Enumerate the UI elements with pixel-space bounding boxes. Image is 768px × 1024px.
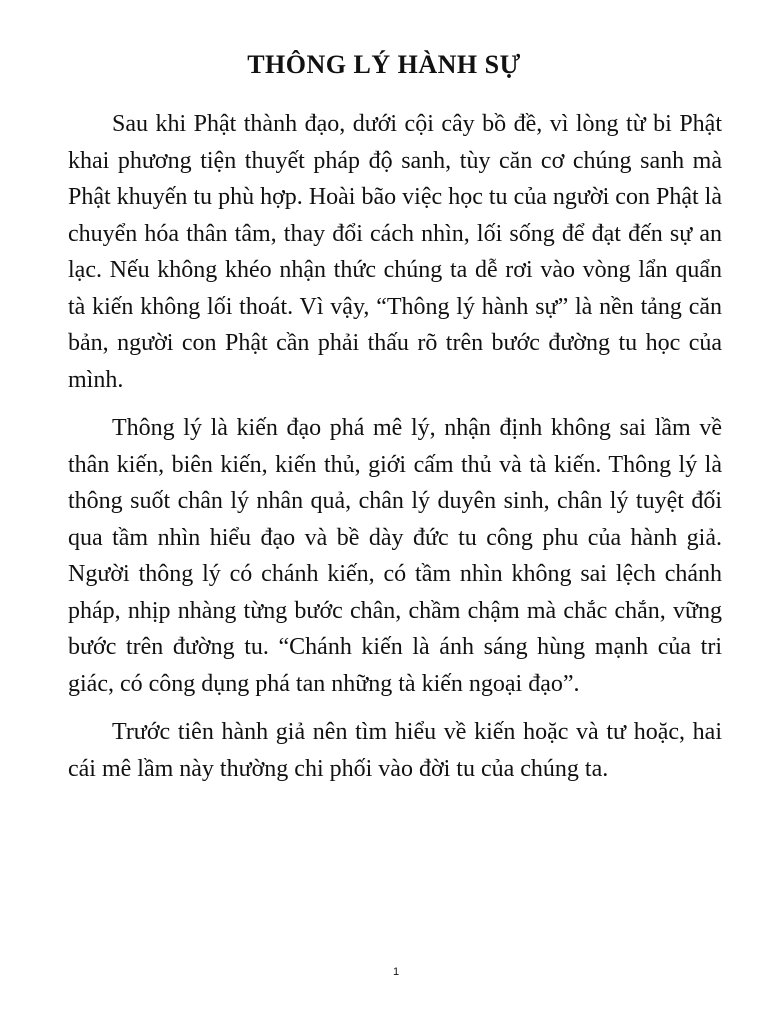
page-title: THÔNG LÝ HÀNH SỰ [247, 50, 521, 79]
body-text [68, 106, 722, 799]
paragraph-1: Sau khi Phật thành đạo, dưới cội cây bồ đề, vì lòng từ bi Phật khai phương tiện thuyết pháp độ sanh, tùy căn cơ chúng sanh mà Phật khuyến tu phù hợp. Hoài bão việc học tu của người con Phật là chuyển hóa thân tâm, thay đổi cách nhìn, lối sống để đạt đến sự an lạc. Nếu không khéo nhận thức chúng ta dễ rơi vào vòng lẩn quẩn tà kiến không lối thoát. Vì vậy, “Thông lý hành sự” là nền tảng căn bản, người con Phật cần phải thấu rõ trên bước đường tu học của mình. [68, 111, 722, 393]
page-number: 1 [392, 966, 400, 978]
paragraph-2: Thông lý là kiến đạo phá mê lý, nhận định không sai lầm về thân kiến, biên kiến, kiến thủ, giới cấm thủ và tà kiến. Thông lý là thông suốt chân lý nhân quả, chân lý duyên sinh, chân lý tuyệt đối qua tầm nhìn hiểu đạo và bề dày đức tu công phu của hành giả. Người thông lý có chánh kiến, có tầm nhìn không sai lệch chánh pháp, nhịp nhàng từng bước chân, chầm chậm mà chắc chắn, vững bước trên đường tu. “Chánh kiến là ánh sáng hùng mạnh của tri giác, có công dụng phá tan những tà kiến ngoại đạo”. [68, 415, 722, 697]
paragraph-3: Trước tiên hành giả nên tìm hiểu về kiến hoặc và tư hoặc, hai cái mê lầm này thường chi phối vào đời tu của chúng ta. [68, 719, 722, 782]
